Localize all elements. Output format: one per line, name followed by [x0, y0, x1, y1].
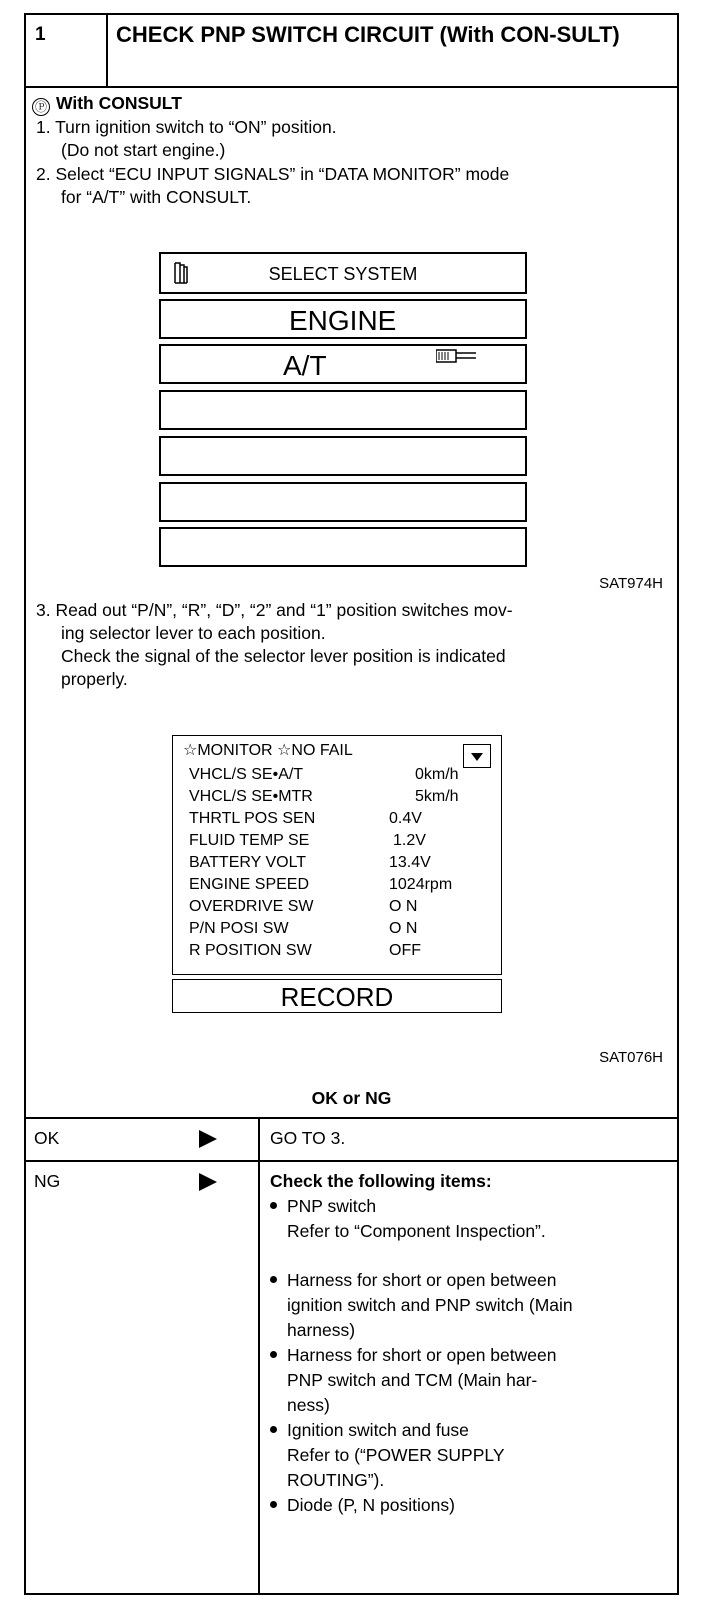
monitor-row-value: 5km/h: [415, 788, 459, 805]
step-title: CHECK PNP SWITCH CIRCUIT (With CON-SULT): [116, 22, 620, 47]
system-option-label: A/T: [283, 350, 327, 381]
ng-check-item: PNP switch Refer to “Component Inspection”.: [270, 1194, 660, 1244]
ng-heading: Check the following items:: [270, 1171, 492, 1191]
monitor-row: [189, 832, 426, 854]
header-divider: [106, 15, 108, 86]
bullet-icon: [270, 1276, 277, 1283]
monitor-row-value: OFF: [389, 942, 421, 959]
bullet-icon: [270, 1351, 277, 1358]
step2-line1: 2. Select “ECU INPUT SIGNALS” in “DATA MONITOR” mode: [36, 164, 510, 184]
monitor-row: [189, 766, 459, 788]
table-column-divider: [258, 1117, 260, 1595]
table-divider: [26, 1117, 677, 1119]
result-heading: OK or NG: [311, 1088, 392, 1108]
ng-check-item: Harness for short or open between ignition switch and PNP switch (Main harness): [270, 1268, 660, 1343]
step2-line2: for “A/T” with CONSULT.: [61, 187, 252, 207]
monitor-row-label: R POSITION SW: [189, 942, 312, 959]
monitor-row-label: FLUID TEMP SE: [189, 832, 310, 849]
system-option-empty[interactable]: [159, 482, 527, 522]
monitor-header: ☆MONITOR ☆NO FAIL: [183, 742, 353, 759]
monitor-row-label: P/N POSI SW: [189, 920, 289, 937]
monitor-row: [189, 876, 453, 898]
consult-mode-heading: [32, 92, 182, 116]
monitor-row-value: O N: [389, 920, 418, 937]
bullet-icon: [270, 1501, 277, 1508]
system-option-empty[interactable]: [159, 436, 527, 476]
table-divider: [26, 1160, 677, 1162]
consult-screen-title: SELECT SYSTEM: [268, 264, 418, 284]
consult-mode-label: With CONSULT: [56, 93, 182, 113]
bullet-icon: [270, 1202, 277, 1209]
monitor-row-label: BATTERY VOLT: [189, 854, 307, 871]
monitor-row-value: 0km/h: [415, 766, 459, 783]
monitor-row: [189, 920, 418, 942]
step3-line3: Check the signal of the selector lever position is indicated: [61, 646, 506, 666]
monitor-row: [189, 788, 459, 810]
step3-line1: 3. Read out “P/N”, “R”, “D”, “2” and “1” position switches mov-: [36, 600, 513, 620]
procedure-page: [24, 13, 679, 1595]
system-option-engine[interactable]: [159, 299, 527, 339]
step-number: 1: [35, 24, 46, 45]
consult-title-box: [159, 252, 527, 294]
arrow-right-icon: [199, 1130, 217, 1148]
monitor-row-value: O N: [389, 898, 418, 915]
ng-check-item: Ignition switch and fuse Refer to (“POWER SUPPLY ROUTING”).: [270, 1418, 660, 1493]
ng-check-item: Diode (P, N positions): [270, 1493, 660, 1518]
system-option-empty[interactable]: [159, 390, 527, 430]
record-button[interactable]: RECORD: [172, 979, 502, 1013]
monitor-row: [189, 942, 421, 964]
ok-label: OK: [34, 1128, 60, 1148]
ng-label: NG: [34, 1171, 61, 1191]
monitor-row-label: THRTL POS SEN: [189, 810, 316, 827]
system-option-empty[interactable]: [159, 527, 527, 567]
monitor-row-label: OVERDRIVE SW: [189, 898, 314, 915]
monitor-row: [189, 898, 418, 920]
ng-check-item: Harness for short or open between PNP switch and TCM (Main har- ness): [270, 1343, 660, 1418]
monitor-row-value: 1024rpm: [389, 876, 453, 893]
touch-pointer-icon: [436, 342, 476, 368]
figure-code: SAT974H: [599, 575, 663, 592]
monitor-row-label: ENGINE SPEED: [189, 876, 310, 893]
data-monitor-screen: [172, 735, 502, 975]
monitor-row-value: 0.4V: [389, 810, 422, 827]
scroll-down-icon[interactable]: [463, 744, 491, 768]
monitor-row: [189, 854, 431, 876]
step-header: [26, 15, 677, 88]
step3-line2: ing selector lever to each position.: [61, 623, 326, 643]
system-option-label: ENGINE: [289, 305, 397, 336]
monitor-row-value: 1.2V: [393, 832, 426, 849]
monitor-row-label: VHCL/S SE•A/T: [189, 766, 304, 783]
step1-line1: 1. Turn ignition switch to “ON” position.: [36, 117, 337, 137]
monitor-row-label: VHCL/S SE•MTR: [189, 788, 313, 805]
monitor-row-value: 13.4V: [389, 854, 431, 871]
figure-code: SAT076H: [599, 1049, 663, 1066]
bullet-icon: [270, 1426, 277, 1433]
arrow-right-icon: [199, 1173, 217, 1191]
ok-action: GO TO 3.: [270, 1128, 346, 1148]
step1-line2: (Do not start engine.): [61, 140, 226, 160]
consult-icon: Ⓟ: [32, 98, 50, 116]
monitor-row: [189, 810, 422, 832]
step3-line4: properly.: [61, 669, 128, 689]
